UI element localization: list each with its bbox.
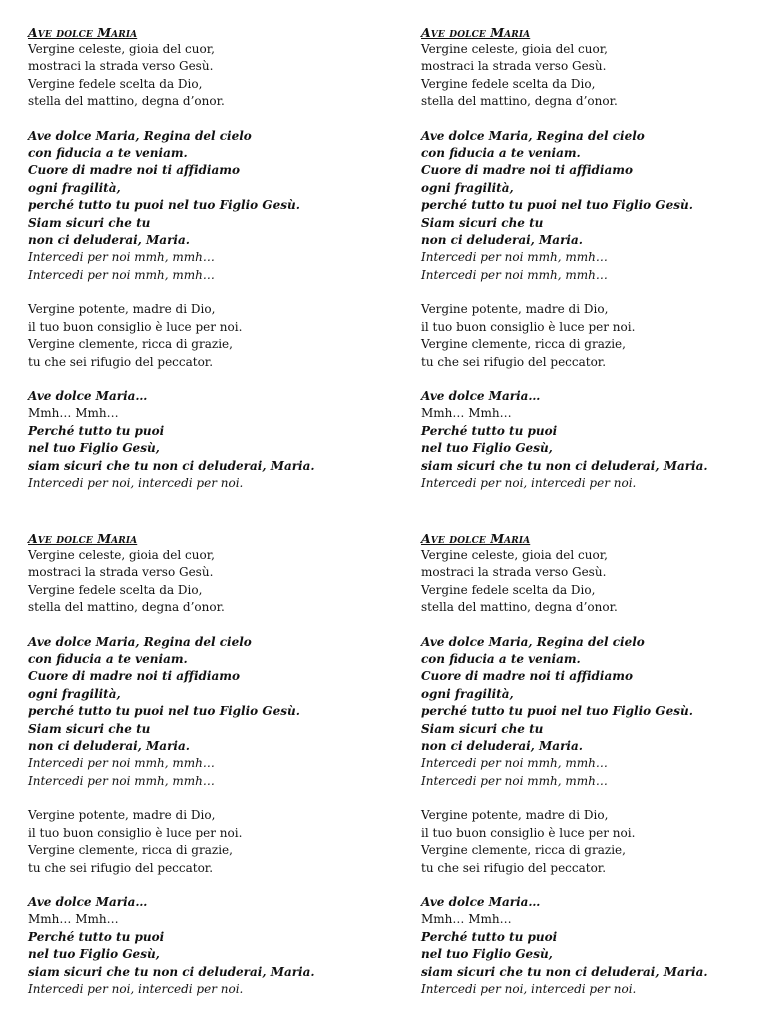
lyric-line: mostraci la strada verso Gesù. xyxy=(28,59,214,74)
refrain-stanza xyxy=(28,128,373,285)
lyric-line: ogni fragilità, xyxy=(421,180,514,195)
lyric-line: Siam sicuri che tu xyxy=(421,215,544,230)
song-title: Ave dolce Maria xyxy=(28,531,138,546)
lyric-line: Vergine potente, madre di Dio, xyxy=(28,808,216,823)
lyrics-copy-top-right xyxy=(421,25,766,492)
lyric-line: Cuore di madre noi ti affidiamo xyxy=(28,163,240,178)
lyric-line: con fiducia a te veniam. xyxy=(421,146,581,161)
lyric-line: mostraci la strada verso Gesù. xyxy=(421,565,607,580)
lyric-line: Vergine potente, madre di Dio, xyxy=(28,302,216,317)
lyric-line: Cuore di madre noi ti affidiamo xyxy=(28,669,240,684)
refrain-stanza xyxy=(28,894,373,998)
lyric-line: stella del mattino, degna d’onor. xyxy=(421,94,618,109)
lyric-line: nel tuo Figlio Gesù, xyxy=(28,441,160,456)
lyric-line: tu che sei rifugio del peccator. xyxy=(28,354,214,369)
lyric-line: Intercedi per noi mmh, mmh… xyxy=(28,250,215,265)
verse-stanza xyxy=(28,301,373,371)
lyric-line: Ave dolce Maria, Regina del cielo xyxy=(28,128,252,143)
lyric-line: mostraci la strada verso Gesù. xyxy=(421,59,607,74)
verse-stanza xyxy=(28,547,373,617)
lyric-line: Siam sicuri che tu xyxy=(28,215,151,230)
lyric-line: Ave dolce Maria, Regina del cielo xyxy=(28,634,252,649)
verse-stanza xyxy=(421,301,766,371)
lyric-line: Vergine clemente, ricca di grazie, xyxy=(421,843,626,858)
lyric-line: tu che sei rifugio del peccator. xyxy=(421,354,607,369)
lyric-line: Mmh… Mmh… xyxy=(421,406,512,421)
lyric-line: perché tutto tu puoi nel tuo Figlio Gesù. xyxy=(421,198,693,213)
lyric-line: Mmh… Mmh… xyxy=(28,912,119,927)
lyric-line: Vergine fedele scelta da Dio, xyxy=(28,76,203,91)
refrain-stanza xyxy=(421,894,766,998)
lyric-line: Mmh… Mmh… xyxy=(28,406,119,421)
lyric-line: con fiducia a te veniam. xyxy=(421,652,581,667)
lyric-line: Vergine celeste, gioia del cuor, xyxy=(28,548,215,562)
lyric-line: Perché tutto tu puoi xyxy=(421,423,558,438)
lyric-line: Ave dolce Maria… xyxy=(421,894,541,909)
lyric-line: il tuo buon consiglio è luce per noi. xyxy=(28,825,243,840)
verse-stanza xyxy=(421,41,766,111)
lyric-line: nel tuo Figlio Gesù, xyxy=(421,441,553,456)
verse-stanza xyxy=(421,547,766,617)
lyric-line: il tuo buon consiglio è luce per noi. xyxy=(421,825,636,840)
lyrics-copy-top-left xyxy=(28,25,373,492)
lyric-line: non ci deluderai, Maria. xyxy=(421,233,583,248)
lyric-line: Ave dolce Maria, Regina del cielo xyxy=(421,634,645,649)
lyric-line: Vergine fedele scelta da Dio, xyxy=(421,582,596,597)
lyric-line: Mmh… Mmh… xyxy=(421,912,512,927)
verse-stanza xyxy=(28,41,373,111)
lyrics-copy-bottom-left xyxy=(28,531,373,998)
lyric-line: siam sicuri che tu non ci deluderai, Maria. xyxy=(421,458,708,473)
lyric-line: Vergine celeste, gioia del cuor, xyxy=(421,42,608,56)
lyric-line: non ci deluderai, Maria. xyxy=(28,233,190,248)
lyric-line: Vergine fedele scelta da Dio, xyxy=(421,76,596,91)
lyric-line: non ci deluderai, Maria. xyxy=(421,739,583,754)
lyric-line: ogni fragilità, xyxy=(421,686,514,701)
lyric-line: ogni fragilità, xyxy=(28,180,121,195)
refrain-stanza xyxy=(421,634,766,791)
lyric-line: Ave dolce Maria… xyxy=(28,894,148,909)
refrain-stanza xyxy=(28,388,373,492)
lyric-line: Intercedi per noi, intercedi per noi. xyxy=(28,981,244,996)
lyric-line: Vergine clemente, ricca di grazie, xyxy=(28,337,233,352)
lyric-line: Ave dolce Maria… xyxy=(421,388,541,403)
lyric-line: Siam sicuri che tu xyxy=(421,721,544,736)
lyric-line: Ave dolce Maria… xyxy=(28,388,148,403)
lyric-line: con fiducia a te veniam. xyxy=(28,146,188,161)
song-title: Ave dolce Maria xyxy=(421,531,531,546)
song-title: Ave dolce Maria xyxy=(28,25,138,40)
lyric-line: Cuore di madre noi ti affidiamo xyxy=(421,163,633,178)
lyric-line: mostraci la strada verso Gesù. xyxy=(28,565,214,580)
lyric-line: Intercedi per noi, intercedi per noi. xyxy=(421,981,637,996)
lyric-line: Vergine clemente, ricca di grazie, xyxy=(421,337,626,352)
lyric-line: Intercedi per noi, intercedi per noi. xyxy=(421,475,637,490)
lyrics-copy-bottom-right xyxy=(421,531,766,998)
lyric-line: Intercedi per noi mmh, mmh… xyxy=(421,773,608,788)
lyric-line: stella del mattino, degna d’onor. xyxy=(28,600,225,615)
lyric-line: Intercedi per noi mmh, mmh… xyxy=(28,756,215,771)
lyric-line: ogni fragilità, xyxy=(28,686,121,701)
lyric-line: siam sicuri che tu non ci deluderai, Maria. xyxy=(28,458,315,473)
lyric-line: Perché tutto tu puoi xyxy=(421,929,558,944)
lyric-line: Vergine clemente, ricca di grazie, xyxy=(28,843,233,858)
lyric-line: siam sicuri che tu non ci deluderai, Maria. xyxy=(28,964,315,979)
lyric-line: non ci deluderai, Maria. xyxy=(28,739,190,754)
lyric-line: siam sicuri che tu non ci deluderai, Maria. xyxy=(421,964,708,979)
lyric-line: Intercedi per noi, intercedi per noi. xyxy=(28,475,244,490)
lyric-line: Ave dolce Maria, Regina del cielo xyxy=(421,128,645,143)
refrain-stanza xyxy=(28,634,373,791)
lyric-line: Intercedi per noi mmh, mmh… xyxy=(28,773,215,788)
lyric-line: perché tutto tu puoi nel tuo Figlio Gesù. xyxy=(28,704,300,719)
lyric-line: stella del mattino, degna d’onor. xyxy=(28,94,225,109)
lyric-line: con fiducia a te veniam. xyxy=(28,652,188,667)
lyric-line: Intercedi per noi mmh, mmh… xyxy=(421,756,608,771)
lyric-line: Vergine potente, madre di Dio, xyxy=(421,808,609,823)
lyric-line: Perché tutto tu puoi xyxy=(28,423,165,438)
lyric-line: Intercedi per noi mmh, mmh… xyxy=(421,267,608,282)
lyric-line: Vergine fedele scelta da Dio, xyxy=(28,582,203,597)
lyric-line: Vergine potente, madre di Dio, xyxy=(421,302,609,317)
lyric-line: Vergine celeste, gioia del cuor, xyxy=(28,42,215,56)
lyric-line: nel tuo Figlio Gesù, xyxy=(28,947,160,962)
lyric-line: Perché tutto tu puoi xyxy=(28,929,165,944)
lyric-line: perché tutto tu puoi nel tuo Figlio Gesù. xyxy=(421,704,693,719)
song-title: Ave dolce Maria xyxy=(421,25,531,40)
refrain-stanza xyxy=(421,388,766,492)
verse-stanza xyxy=(421,807,766,877)
lyric-line: Cuore di madre noi ti affidiamo xyxy=(421,669,633,684)
lyric-line: stella del mattino, degna d’onor. xyxy=(421,600,618,615)
lyric-line: il tuo buon consiglio è luce per noi. xyxy=(421,319,636,334)
lyric-line: il tuo buon consiglio è luce per noi. xyxy=(28,319,243,334)
lyric-line: Siam sicuri che tu xyxy=(28,721,151,736)
lyric-line: Intercedi per noi mmh, mmh… xyxy=(28,267,215,282)
lyric-line: perché tutto tu puoi nel tuo Figlio Gesù. xyxy=(28,198,300,213)
lyric-line: tu che sei rifugio del peccator. xyxy=(421,860,607,875)
lyric-line: Intercedi per noi mmh, mmh… xyxy=(421,250,608,265)
lyric-line: nel tuo Figlio Gesù, xyxy=(421,947,553,962)
refrain-stanza xyxy=(421,128,766,285)
lyric-line: Vergine celeste, gioia del cuor, xyxy=(421,548,608,562)
lyric-line: tu che sei rifugio del peccator. xyxy=(28,860,214,875)
verse-stanza xyxy=(28,807,373,877)
